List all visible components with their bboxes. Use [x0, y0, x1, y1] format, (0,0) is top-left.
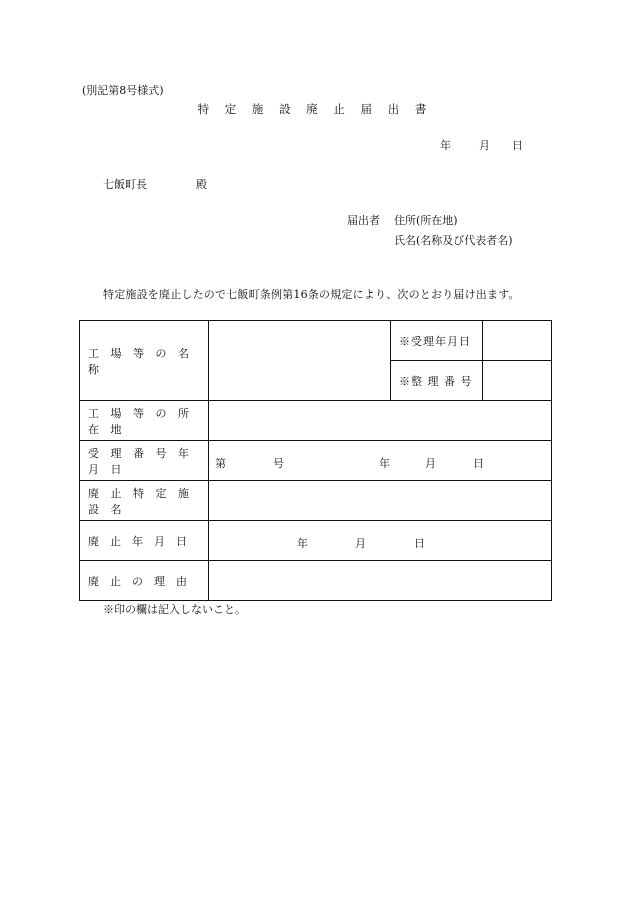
- date-day-label: 日: [512, 139, 523, 152]
- applicant-name-label: 氏名(名称及び代表者名): [394, 234, 513, 247]
- factory-address-field[interactable]: [209, 401, 552, 441]
- acceptance-label: 受 理 番 号 年 月 日: [80, 441, 209, 481]
- abolition-day-label: 日: [414, 537, 425, 550]
- factory-name-label: 工 場 等 の 名 称: [80, 321, 209, 401]
- acceptance-day-label: 日: [473, 457, 484, 470]
- addressee: 七飯町長: [103, 178, 147, 191]
- acceptance-number-suffix: 号: [273, 457, 284, 470]
- applicant-address-label: 住所(所在地): [394, 214, 458, 227]
- footnote: ※印の欄は記入しないこと。: [103, 603, 246, 616]
- acceptance-number-prefix: 第: [215, 457, 226, 470]
- abolished-facility-field[interactable]: [209, 481, 552, 521]
- acceptance-year-label: 年: [379, 457, 390, 470]
- abolition-reason-label: 廃 止 の 理 由: [80, 561, 209, 601]
- reference-number-field: [483, 361, 552, 401]
- form-number: (別記第8号様式): [82, 84, 164, 97]
- receipt-date-label: ※受理年月日: [391, 321, 483, 361]
- intro-statement: 特定施設を廃止したので七飯町条例第16条の規定により、次のとおり届け出ます。: [103, 288, 520, 301]
- applicant-label: 届出者: [347, 214, 380, 227]
- date-month-label: 月: [479, 139, 490, 152]
- receipt-date-field: [483, 321, 552, 361]
- abolition-month-label: 月: [355, 537, 366, 550]
- reference-number-label: ※整 理 番 号: [391, 361, 483, 401]
- abolition-year-label: 年: [297, 537, 308, 550]
- abolition-date-field[interactable]: [209, 521, 552, 561]
- notification-form-table: [79, 320, 552, 601]
- factory-address-label: 工 場 等 の 所 在 地: [80, 401, 209, 441]
- acceptance-field[interactable]: [209, 441, 552, 481]
- document-title: 特 定 施 設 廃 止 届 出 書: [197, 102, 433, 116]
- honorific: 殿: [196, 178, 207, 191]
- abolition-date-label: 廃 止 年 月 日: [80, 521, 209, 561]
- abolition-reason-field[interactable]: [209, 561, 552, 601]
- abolished-facility-label: 廃 止 特 定 施 設 名: [80, 481, 209, 521]
- acceptance-month-label: 月: [425, 457, 436, 470]
- date-year-label: 年: [440, 139, 451, 152]
- factory-name-field[interactable]: [209, 321, 391, 401]
